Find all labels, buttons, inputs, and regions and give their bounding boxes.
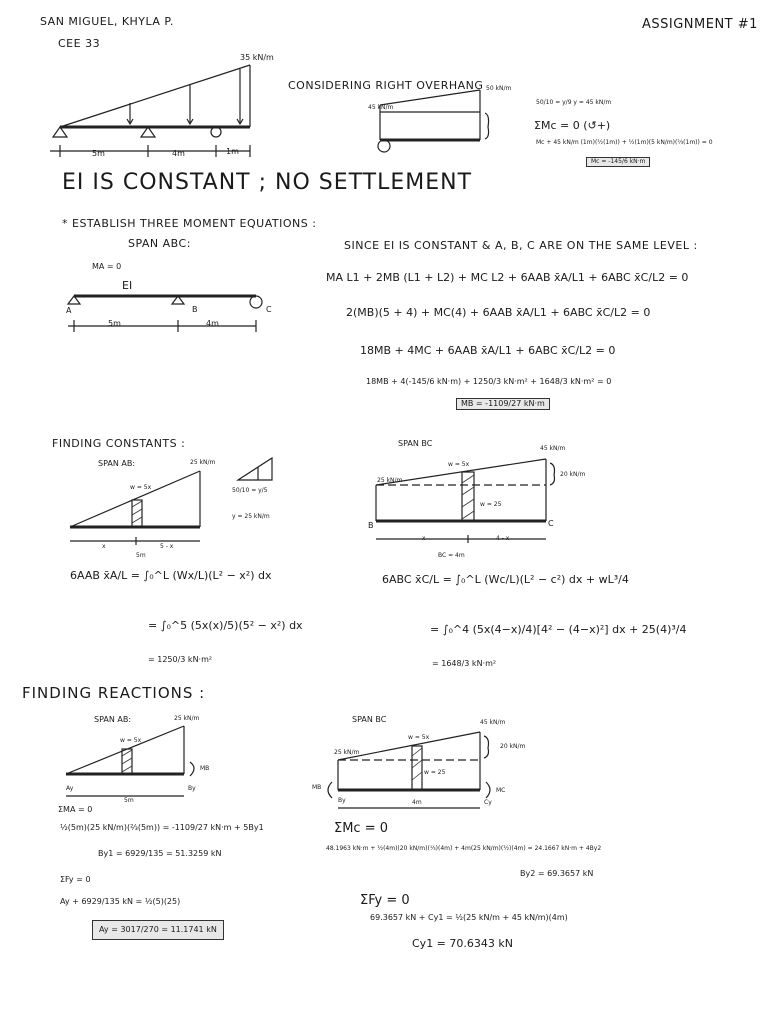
assignment-title: ASSIGNMENT #1 (642, 17, 758, 32)
reactions-bc-load-diff: 20 kN/m (500, 743, 526, 750)
constants-eq1: 6AAB x̄A/L = ∫₀^L (Wx/L)(L² − x²) dx (70, 569, 272, 582)
three-moment-eq4: 18MB + 4(-145/6 kN·m) + 1250/3 kN·m² + 1648/3 kN·m² = 0 (366, 377, 612, 386)
abc-span2: 4m (206, 319, 219, 328)
bc-point-c: C (548, 519, 554, 528)
abc-span1: 5m (108, 319, 121, 328)
course-code: CEE 33 (58, 37, 101, 50)
similar-triangle (236, 456, 276, 486)
tri-ratio: 50/10 = y/5 (232, 487, 268, 494)
reactions-mb-ab: MB (200, 765, 210, 772)
three-moment-heading: * ESTABLISH THREE MOMENT EQUATIONS : (62, 217, 317, 230)
reactions-eq10: 69.3657 kN + Cy1 = ½(25 kN/m + 45 kN/m)(4m) (370, 913, 568, 922)
reactions-bc-load-right: 45 kN/m (480, 719, 506, 726)
bc-rem: 4 - x (496, 535, 510, 542)
bc-x: x (422, 535, 426, 542)
span-ab-rem: 5 - x (160, 543, 174, 550)
overhang-diagram (370, 85, 500, 160)
constants-eq2: = ∫₀^5 (5x(x)/5)(5² − x²) dx (148, 619, 303, 632)
abc-point-c: C (266, 305, 272, 314)
reactions-eq5: Ay + 6929/135 kN = ½(5)(25) (60, 897, 181, 906)
overhang-eq2: ΣMc = 0 (↺+) (534, 119, 611, 132)
top-span1: 5m (92, 149, 105, 158)
reactions-w-ab: w = 5x (120, 737, 142, 744)
abc-point-a: A (66, 306, 72, 315)
reactions-eq11: Cy1 = 70.6343 kN (412, 937, 513, 950)
ma-zero: MA = 0 (92, 262, 122, 271)
top-overhang: 1m (226, 147, 239, 156)
three-moment-eq3: 18MB + 4MC + 6AAB x̄A/L1 + 6ABC x̄C/L2 = 0 (360, 344, 616, 357)
top-span2: 4m (172, 149, 185, 158)
reactions-eq2: ½(5m)(25 kN/m)(⅔(5m)) = -1109/27 kN·m + 5By1 (60, 823, 264, 832)
reactions-ay: Ay (66, 785, 74, 792)
span-ab-x: x (102, 543, 106, 550)
overhang-eq1: 50/10 = y/9 y = 45 kN/m (536, 99, 612, 106)
tri-y: y = 25 kN/m (232, 513, 270, 520)
span-ab-load-diagram (66, 465, 216, 560)
top-beam-diagram (50, 55, 290, 170)
span-bc-w: w = 25 (480, 501, 502, 508)
reactions-eq6: ΣMc = 0 (334, 821, 389, 836)
constants-eq5: = ∫₀^4 (5x(4−x)/4)[4² − (4−x)²] dx + 25(4)³/4 (430, 623, 687, 636)
span-ab-load: 25 kN/m (190, 459, 216, 466)
three-moment-eq2: 2(MB)(5 + 4) + MC(4) + 6AAB x̄A/L1 + 6ABC x̄C/L2 = 0 (346, 306, 651, 319)
mb-result: MB = -1109/27 kN·m (456, 398, 550, 410)
overhang-result: Mc = -145/6 kN·m (586, 157, 650, 167)
constants-eq3: = 1250/3 kN·m² (148, 655, 213, 664)
reactions-bc-len: 4m (412, 799, 422, 806)
reactions-eq3: By1 = 6929/135 = 51.3259 kN (98, 849, 222, 858)
abc-point-b: B (192, 305, 198, 314)
reactions-ab-diagram (60, 722, 220, 802)
three-moment-note: SINCE EI IS CONSTANT & A, B, C ARE ON THE SAME LEVEL : (344, 239, 698, 252)
overhang-left-load: 45 kN/m (368, 104, 394, 111)
three-moment-eq1: MA L1 + 2MB (L1 + L2) + MC L2 + 6AAB x̄A/L1 + 6ABC x̄C/L2 = 0 (326, 271, 689, 284)
span-ab-wx: w = 5x (130, 484, 152, 491)
assumption-heading: EI IS CONSTANT ; NO SETTLEMENT (62, 170, 473, 195)
span-bc-wx: w = 5x (448, 461, 470, 468)
abc-beam-diagram (66, 290, 266, 340)
reactions-bc-w: w = 25 (424, 769, 446, 776)
reactions-len-ab: 5m (124, 797, 134, 804)
span-ab-label: SPAN AB: (98, 459, 136, 468)
reactions-bc-load-left: 25 kN/m (334, 749, 360, 756)
span-bc-load-right: 45 kN/m (540, 445, 566, 452)
constants-eq4: 6ABC x̄C/L = ∫₀^L (Wc/L)(L² − c²) dx + wL³/4 (382, 573, 629, 586)
reactions-span-ab: SPAN AB: (94, 715, 132, 724)
reactions-heading: FINDING REACTIONS : (22, 684, 206, 702)
span-bc-label: SPAN BC (398, 439, 433, 448)
reactions-eq8: By2 = 69.3657 kN (520, 869, 594, 878)
reactions-span-bc: SPAN BC (352, 715, 387, 724)
reactions-bc-cy: Cy (484, 799, 492, 806)
constants-heading: FINDING CONSTANTS : (52, 437, 186, 450)
reactions-bc-mc: MC (496, 787, 506, 794)
overhang-right-load: 50 kN/m (486, 85, 512, 92)
reactions-eq7: 48.1963 kN·m + ½(4m)(20 kN/m)(⅓)(4m) + 4m(25 kN/m)(½)(4m) = 24.1667 kN·m + 4By2 (326, 845, 602, 852)
reactions-bc-wx: w = 5x (408, 734, 430, 741)
bc-len: BC = 4m (438, 552, 465, 559)
span-bc-load-left: 25 kN/m (377, 477, 403, 484)
span-bc-load-diagram (370, 455, 560, 565)
ay-result: Ay = 3017/270 = 11.1741 kN (92, 920, 224, 940)
reactions-bc-by: By (338, 797, 346, 804)
bc-point-b: B (368, 521, 374, 530)
top-load-label: 35 kN/m (240, 53, 274, 62)
overhang-heading: CONSIDERING RIGHT OVERHANG (288, 79, 484, 92)
reactions-by: By (188, 785, 196, 792)
overhang-eq3: Mc + 45 kN/m (1m)(½(1m)) + ½(1m)(5 kN/m)(⅔(1m)) = 0 (536, 139, 713, 146)
reactions-bc-mb: MB (312, 784, 322, 791)
span-abc-label: SPAN ABC: (128, 237, 191, 250)
span-bc-load-diff: 20 kN/m (560, 471, 586, 478)
reactions-eq4: ΣFy = 0 (60, 875, 91, 884)
ei-label: EI (122, 279, 133, 292)
load-line (60, 65, 250, 127)
span-ab-len: 5m (136, 552, 146, 559)
reactions-eq1: ΣMA = 0 (58, 805, 93, 814)
student-name: SAN MIGUEL, KHYLA P. (40, 15, 174, 28)
reactions-load-ab: 25 kN/m (174, 715, 200, 722)
reactions-eq9: ΣFy = 0 (360, 893, 410, 908)
constants-eq6: = 1648/3 kN·m² (432, 659, 497, 668)
